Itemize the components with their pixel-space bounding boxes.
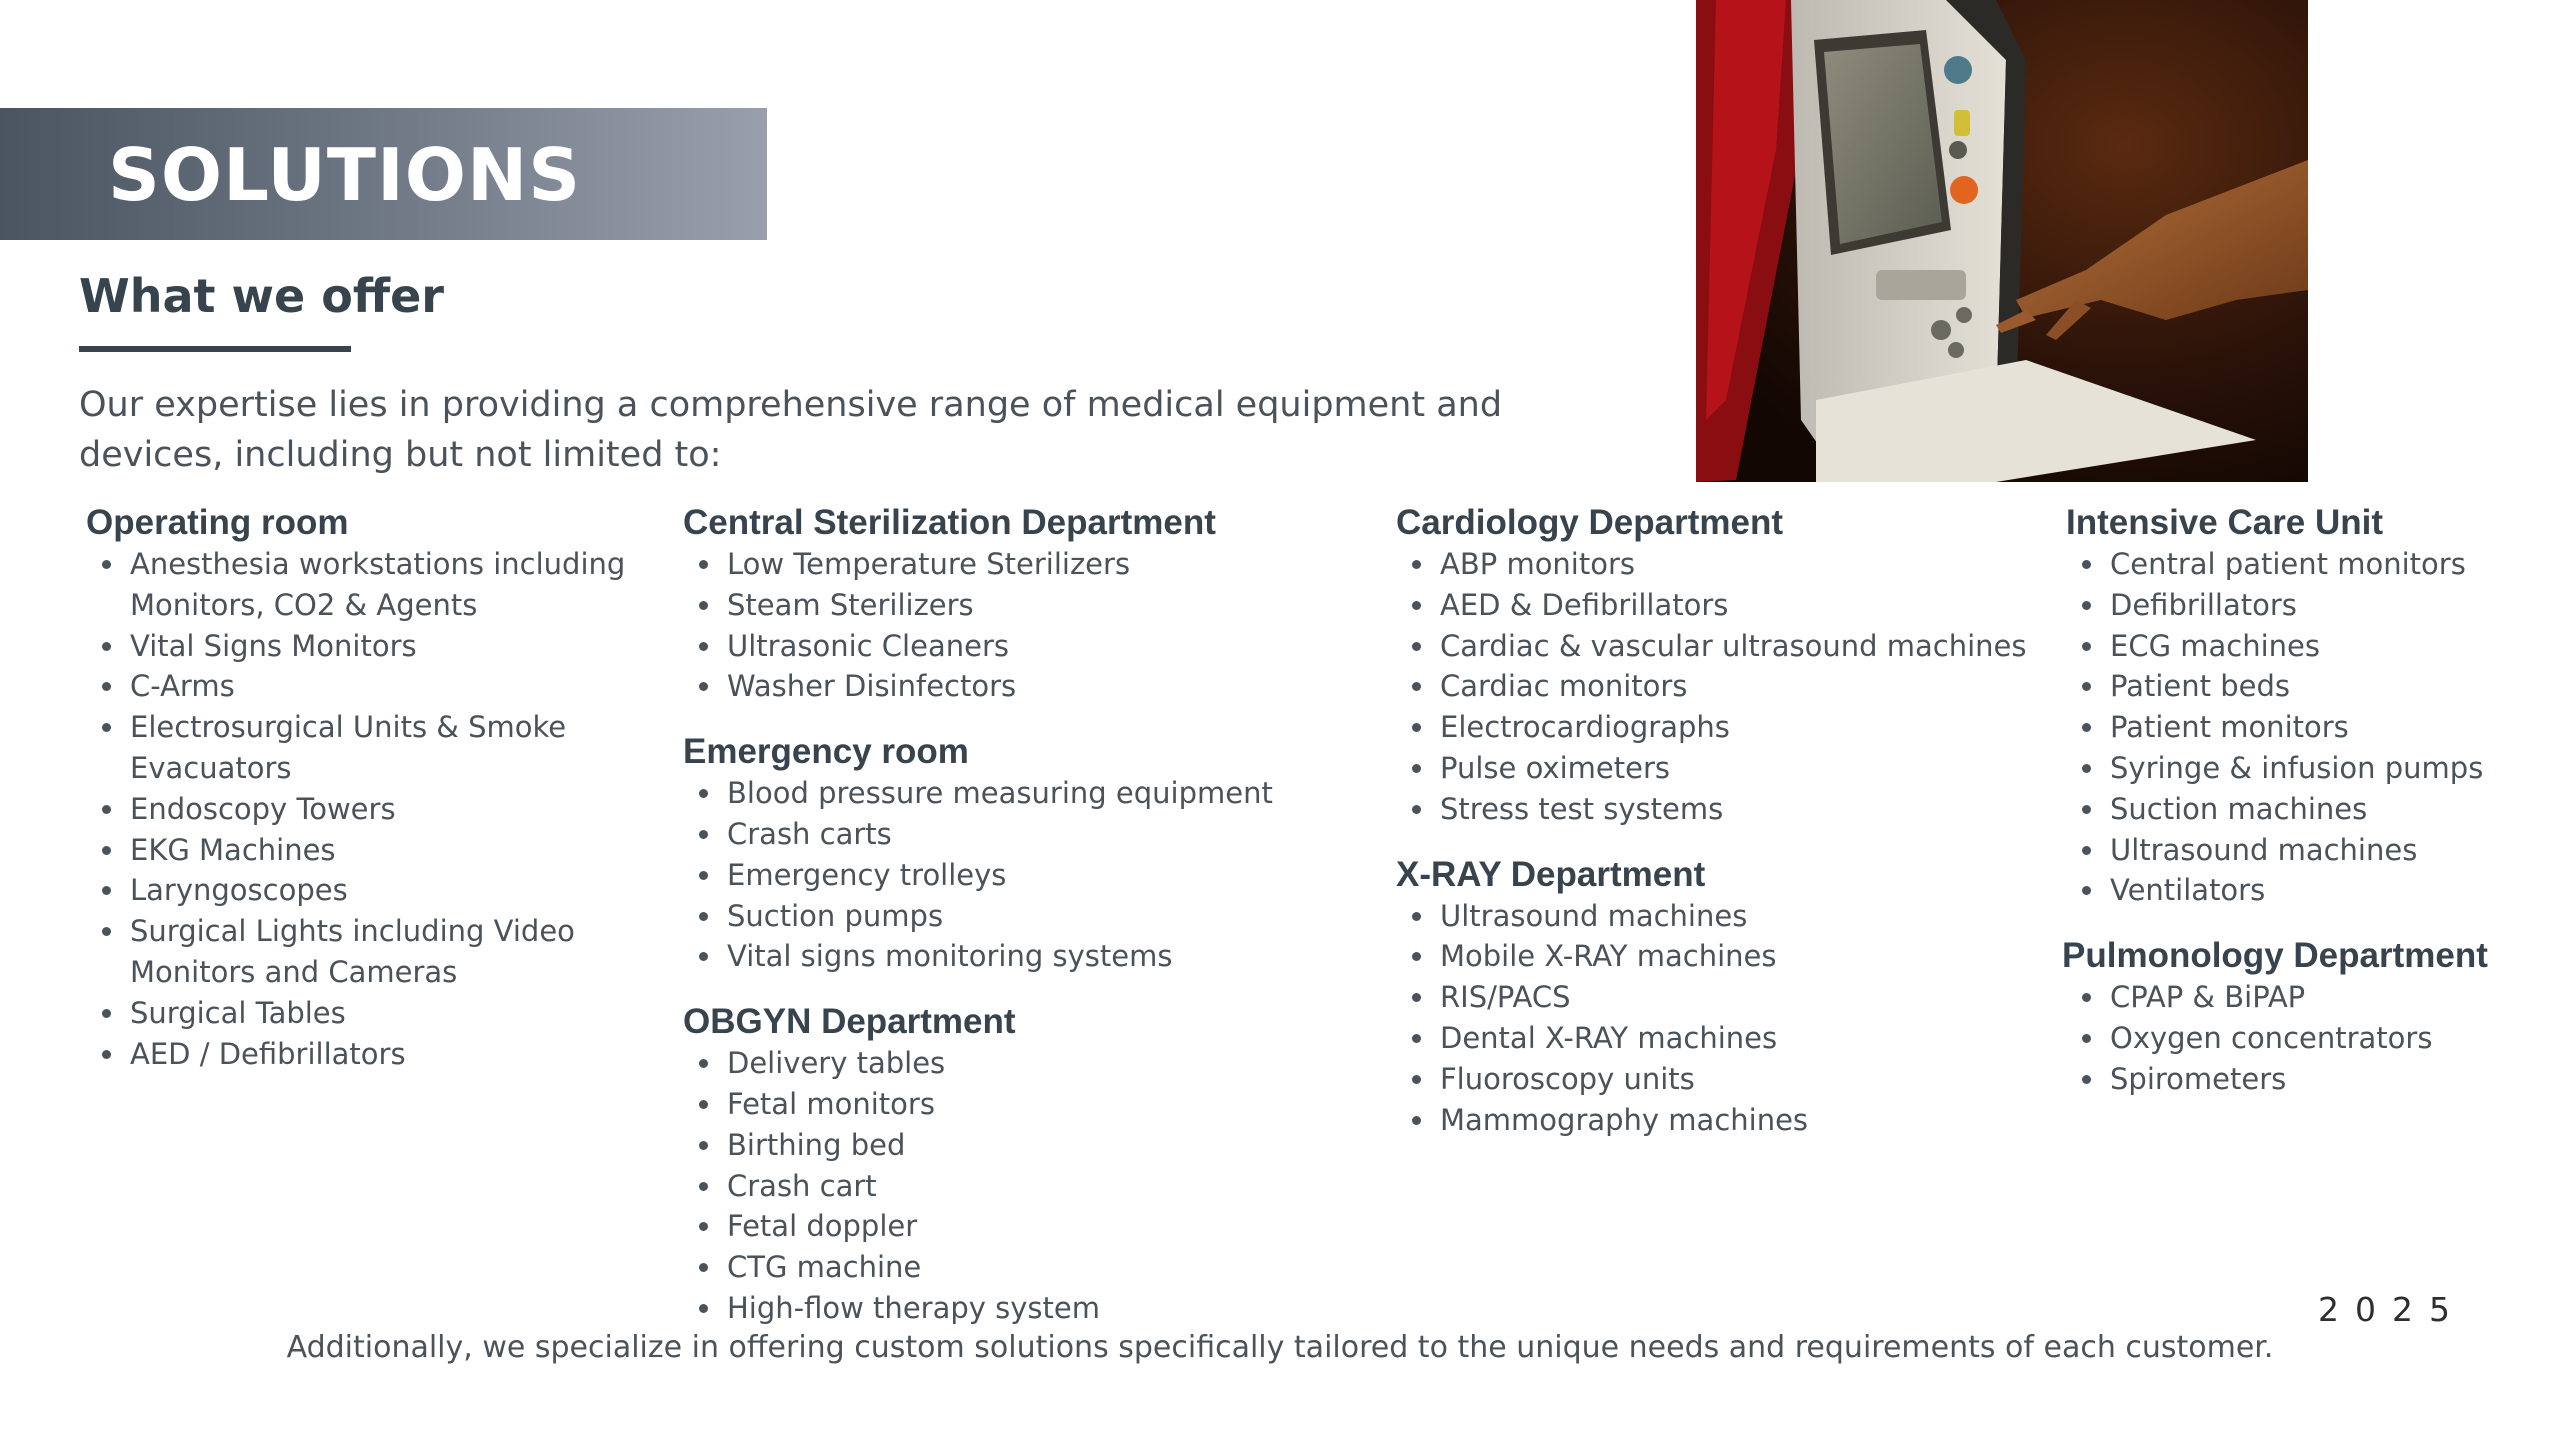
bullet-icon bbox=[699, 830, 708, 839]
list-item: Suction pumps bbox=[683, 896, 1273, 937]
bullet-icon bbox=[102, 723, 111, 732]
list-item: Emergency trolleys bbox=[683, 855, 1273, 896]
list-item: EKG Machines bbox=[86, 830, 625, 871]
column-4 bbox=[2062, 502, 2488, 1100]
bullet-icon bbox=[2082, 886, 2091, 895]
bullet-icon bbox=[102, 886, 111, 895]
list-item: RIS/PACS bbox=[1396, 977, 2026, 1018]
list-item: Crash cart bbox=[683, 1166, 1273, 1207]
list-item: CTG machine bbox=[683, 1247, 1273, 1288]
list-item: Defibrillators bbox=[2066, 585, 2488, 626]
bullet-icon bbox=[2082, 682, 2091, 691]
title-banner bbox=[0, 108, 767, 240]
list-item: Low Temperature Sterilizers bbox=[683, 544, 1273, 585]
bullet-icon bbox=[2082, 642, 2091, 651]
list-item: Vital signs monitoring systems bbox=[683, 936, 1273, 977]
list-xray bbox=[1396, 896, 2026, 1141]
bullet-icon bbox=[1412, 1116, 1421, 1125]
list-item: Steam Sterilizers bbox=[683, 585, 1273, 626]
bullet-icon bbox=[102, 1009, 111, 1018]
list-item: Dental X-RAY machines bbox=[1396, 1018, 2026, 1059]
list-item: Pulse oximeters bbox=[1396, 748, 2026, 789]
intro-paragraph: Our expertise lies in providing a comprehensive range of medical equipment and devices, including but not limited to: bbox=[79, 385, 1503, 475]
list-item: Cardiac monitors bbox=[1396, 666, 2026, 707]
bullet-icon bbox=[2082, 764, 2091, 773]
bullet-icon bbox=[2082, 1034, 2091, 1043]
list-emergency-room bbox=[683, 773, 1273, 977]
list-obgyn bbox=[683, 1043, 1273, 1329]
list-item-continuation: Evacuators bbox=[130, 750, 292, 785]
list-item: High-flow therapy system bbox=[683, 1288, 1273, 1329]
list-item: Patient beds bbox=[2066, 666, 2488, 707]
bullet-icon bbox=[1412, 642, 1421, 651]
bullet-icon bbox=[699, 1304, 708, 1313]
list-item: Patient monitors bbox=[2066, 707, 2488, 748]
bullet-icon bbox=[699, 789, 708, 798]
list-item: Mobile X-RAY machines bbox=[1396, 936, 2026, 977]
list-item: AED & Defibrillators bbox=[1396, 585, 2026, 626]
section-title-xray: X-RAY Department bbox=[1396, 854, 1706, 894]
bullet-icon bbox=[699, 1141, 708, 1150]
list-cardiology bbox=[1396, 544, 2026, 830]
year-label: 2025 bbox=[2318, 1290, 2466, 1329]
column-2 bbox=[683, 502, 1273, 1329]
list-item: Laryngoscopes bbox=[86, 870, 625, 911]
list-item: Blood pressure measuring equipment bbox=[683, 773, 1273, 814]
bullet-icon bbox=[1412, 993, 1421, 1002]
medical-monitor-photo bbox=[1696, 0, 2308, 482]
list-item: Birthing bed bbox=[683, 1125, 1273, 1166]
section-title-operating-room: Operating room bbox=[86, 503, 349, 542]
bullet-icon bbox=[2082, 601, 2091, 610]
list-item-continuation: Monitors and Cameras bbox=[130, 954, 458, 989]
bullet-icon bbox=[2082, 805, 2091, 814]
list-item-continuation: Monitors, CO2 & Agents bbox=[130, 587, 478, 622]
bullet-icon bbox=[699, 1100, 708, 1109]
bullet-icon bbox=[2082, 846, 2091, 855]
list-item: Vital Signs Monitors bbox=[86, 626, 625, 667]
bullet-icon bbox=[1412, 764, 1421, 773]
list-item: Cardiac & vascular ultrasound machines bbox=[1396, 626, 2026, 667]
bullet-icon bbox=[699, 560, 708, 569]
list-item: Suction machines bbox=[2066, 789, 2488, 830]
bullet-icon bbox=[1412, 912, 1421, 921]
list-item: Ultrasonic Cleaners bbox=[683, 626, 1273, 667]
list-item: Surgical Tables bbox=[86, 993, 625, 1034]
bullet-icon bbox=[699, 912, 708, 921]
list-item: Electrocardiographs bbox=[1396, 707, 2026, 748]
list-item: Syringe & infusion pumps bbox=[2066, 748, 2488, 789]
list-item: Fetal doppler bbox=[683, 1206, 1273, 1247]
list-item: Electrosurgical Units & Smoke bbox=[86, 707, 625, 748]
bullet-icon bbox=[102, 642, 111, 651]
subtitle-underline bbox=[79, 346, 351, 352]
list-icu bbox=[2066, 544, 2488, 911]
bullet-icon bbox=[699, 871, 708, 880]
footer-note: Additionally, we specialize in offering custom solutions specifically tailored to the unique needs and requirements of each customer. bbox=[286, 1330, 2274, 1365]
bullet-icon bbox=[1412, 560, 1421, 569]
column-3 bbox=[1396, 502, 2026, 1140]
list-item: Washer Disinfectors bbox=[683, 666, 1273, 707]
photo-illustration bbox=[1696, 0, 2308, 482]
bullet-icon bbox=[1412, 952, 1421, 961]
column-operating-room bbox=[86, 502, 625, 1074]
bullet-icon bbox=[699, 1182, 708, 1191]
list-item: Ultrasound machines bbox=[1396, 896, 2026, 937]
list-item: Spirometers bbox=[2066, 1059, 2488, 1100]
list-item: Ultrasound machines bbox=[2066, 830, 2488, 871]
bullet-icon bbox=[2082, 1075, 2091, 1084]
bullet-icon bbox=[699, 1222, 708, 1231]
section-title-emergency-room: Emergency room bbox=[683, 732, 969, 772]
bullet-icon bbox=[2082, 723, 2091, 732]
section-subtitle: What we offer bbox=[79, 269, 444, 323]
list-item: Oxygen concentrators bbox=[2066, 1018, 2488, 1059]
bullet-icon bbox=[699, 642, 708, 651]
list-item: CPAP & BiPAP bbox=[2066, 977, 2488, 1018]
section-title-pulmonology: Pulmonology Department bbox=[2062, 936, 2488, 976]
section-title-obgyn: OBGYN Department bbox=[683, 1002, 1016, 1042]
bullet-icon bbox=[699, 1059, 708, 1068]
list-item: ECG machines bbox=[2066, 626, 2488, 667]
bullet-icon bbox=[1412, 805, 1421, 814]
bullet-icon bbox=[102, 927, 111, 936]
bullet-icon bbox=[102, 846, 111, 855]
list-item: Crash carts bbox=[683, 814, 1273, 855]
list-item: Delivery tables bbox=[683, 1043, 1273, 1084]
list-item: AED / Defibrillators bbox=[86, 1034, 625, 1075]
list-item: C-Arms bbox=[86, 666, 625, 707]
section-title-central-sterilization: Central Sterilization Department bbox=[683, 503, 1216, 542]
bullet-icon bbox=[1412, 723, 1421, 732]
bullet-icon bbox=[2082, 993, 2091, 1002]
list-item: Fetal monitors bbox=[683, 1084, 1273, 1125]
list-item: Fluoroscopy units bbox=[1396, 1059, 2026, 1100]
bullet-icon bbox=[1412, 1034, 1421, 1043]
bullet-icon bbox=[1412, 601, 1421, 610]
list-central-sterilization bbox=[683, 544, 1273, 707]
list-operating-room bbox=[86, 544, 625, 1074]
list-item: Anesthesia workstations including bbox=[86, 544, 625, 585]
list-item: Mammography machines bbox=[1396, 1100, 2026, 1141]
bullet-icon bbox=[102, 805, 111, 814]
bullet-icon bbox=[699, 601, 708, 610]
bullet-icon bbox=[699, 682, 708, 691]
bullet-icon bbox=[1412, 682, 1421, 691]
page-title: SOLUTIONS bbox=[108, 133, 582, 217]
list-item: Endoscopy Towers bbox=[86, 789, 625, 830]
section-title-cardiology: Cardiology Department bbox=[1396, 503, 1783, 542]
list-item: Central patient monitors bbox=[2066, 544, 2488, 585]
bullet-icon bbox=[102, 560, 111, 569]
bullet-icon bbox=[102, 1050, 111, 1059]
list-pulmonology bbox=[2066, 977, 2488, 1099]
list-item: Stress test systems bbox=[1396, 789, 2026, 830]
bullet-icon bbox=[699, 952, 708, 961]
bullet-icon bbox=[1412, 1075, 1421, 1084]
bullet-icon bbox=[102, 682, 111, 691]
list-item: Surgical Lights including Video bbox=[86, 911, 625, 952]
section-title-icu: Intensive Care Unit bbox=[2066, 503, 2384, 542]
bullet-icon bbox=[699, 1263, 708, 1272]
list-item: Ventilators bbox=[2066, 870, 2488, 911]
bullet-icon bbox=[2082, 560, 2091, 569]
list-item: ABP monitors bbox=[1396, 544, 2026, 585]
